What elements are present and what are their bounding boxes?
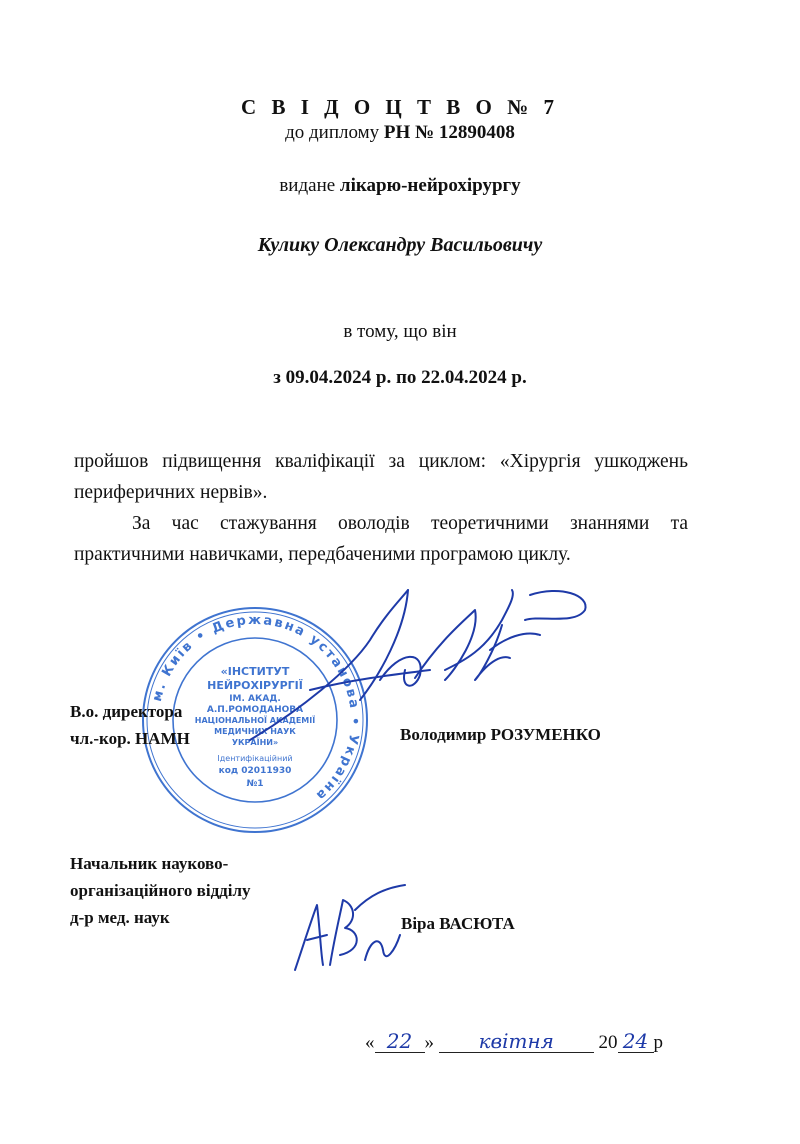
stamp-line3: ІМ. АКАД. — [229, 694, 281, 704]
issued-prefix: видане — [279, 175, 336, 196]
chief-label-line2: організаційного відділу — [70, 881, 251, 900]
date-year-end: р — [653, 1032, 663, 1053]
director-label — [70, 698, 190, 752]
chief-label-line3: д-р мед. наук — [70, 908, 170, 927]
chief-label — [70, 850, 251, 931]
issued-role: лікарю-нейрохірургу — [339, 175, 521, 196]
diploma-number: РН № 12890408 — [383, 122, 515, 143]
stamp-line6: МЕДИЧНИХ НАУК — [214, 727, 296, 736]
paragraph-skills: За час стажування оволодів теоретичними знаннями та практичними навичками, передбаченими програмою циклу. — [74, 513, 688, 565]
diploma-prefix: до диплому — [285, 122, 380, 143]
stamp-line5: НАЦІОНАЛЬНОЇ АКАДЕМІЇ — [194, 716, 316, 725]
date-open-quote: « — [365, 1032, 375, 1053]
training-dates: з 09.04.2024 р. по 22.04.2024 р. — [273, 367, 527, 388]
date-year-prefix: 20 — [598, 1032, 618, 1053]
diploma-reference — [0, 122, 800, 144]
stamp-line8: Ідентифікаційний — [217, 754, 293, 763]
director-name: Володимир РОЗУМЕНКО — [400, 725, 601, 744]
that-line: в тому, що він — [343, 321, 457, 342]
certificate-title: С В І Д О Ц Т В О № 7 — [241, 95, 559, 119]
paragraph-course: пройшов підвищення кваліфікації за циклом: «Хірургія ушкоджень периферичних нервів». — [74, 451, 688, 503]
recipient-name: Кулику Олександру Васильовичу — [257, 234, 543, 256]
director-label-line1: В.о. директора — [70, 702, 183, 721]
director-label-line2: чл.-кор. НАМН — [70, 729, 190, 748]
chief-signature — [285, 880, 415, 980]
date-month: квітня — [439, 1030, 594, 1053]
date-close-quote: » — [424, 1032, 434, 1053]
stamp-outer-text: м. Київ • Державна установа • Україна — [149, 612, 363, 804]
stamp-line10: №1 — [246, 779, 264, 789]
stamp-line1: «ІНСТИТУТ — [220, 665, 290, 678]
date-day: 22 — [375, 1030, 425, 1053]
chief-label-line1: Начальник науково- — [70, 854, 229, 873]
issued-to-line — [0, 175, 800, 197]
stamp-line4: А.П.РОМОДАНОВА — [206, 705, 304, 715]
date-year-suffix: 24 — [618, 1030, 654, 1053]
chief-name: Віра ВАСЮТА — [401, 914, 515, 933]
stamp-line7: УКРАЇНИ» — [231, 738, 279, 747]
stamp-line2: НЕЙРОХІРУРГІЇ — [207, 679, 303, 692]
stamp-line9: код 02011930 — [218, 766, 292, 776]
issue-date-line — [365, 1030, 663, 1054]
